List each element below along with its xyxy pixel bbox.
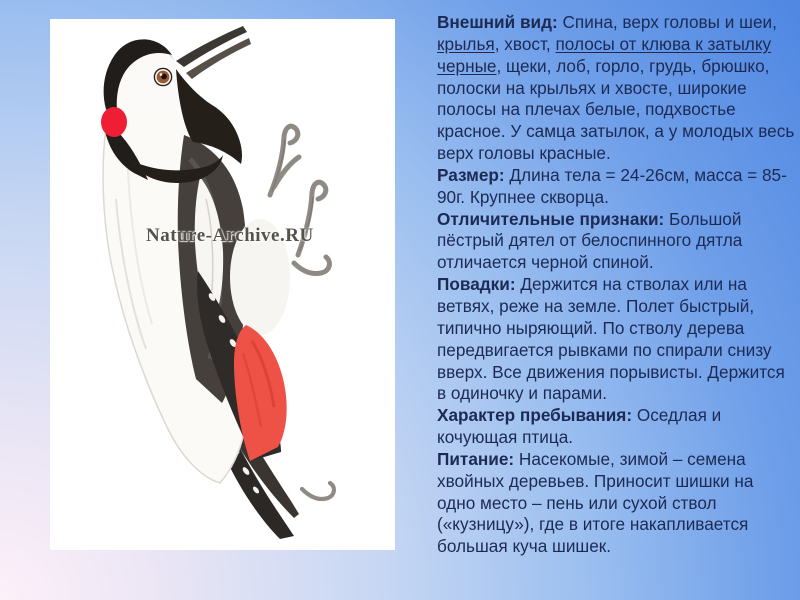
woodpecker-illustration <box>50 19 395 550</box>
section-label: Питание: <box>437 448 515 469</box>
section-label: Отличительные признаки: <box>437 208 665 229</box>
text-section <box>437 209 795 275</box>
bird-image-panel <box>50 19 395 550</box>
text-section <box>437 405 795 449</box>
text-run: , хвост, <box>494 33 556 54</box>
underlined-text-run: крылья <box>437 33 495 54</box>
text-run: Длина тела = 24-26см, масса = 85-90г. Крупнее скворца. <box>437 164 787 207</box>
text-run: , щеки, лоб, горло, грудь, брюшко, полоски на крыльях и хвосте, широкие полосы на плечах белые, подхвостье красное. У самца затылок, а у молодых весь верх головы красные. <box>437 55 795 164</box>
section-label: Внешний вид: <box>437 12 558 32</box>
text-section <box>437 274 795 405</box>
section-label: Характер пребывания: <box>437 405 633 426</box>
text-section <box>437 165 795 209</box>
underlined-text-run: полосы от клюва к затылку черные <box>437 33 772 76</box>
text-run: Насекомые, зимой – семена хвойных деревьев. Приносит шишки на одно место – пень или сухой ствол («кузницу»), где в итоге накапливается большая куча шишек. <box>437 448 754 557</box>
text-section <box>437 449 795 558</box>
bird-eye <box>154 68 171 85</box>
text-run: Держится на стволах или на ветвях, реже на земле. Полет быстрый, типично ныряющий. По стволу дерева передвигается рывками по спирали снизу вверх. Все движения порывисты. Держится в одиночку и парами. <box>437 274 785 404</box>
text-run: Спина, верх головы и шеи, <box>557 12 777 32</box>
description-text-block <box>437 12 795 558</box>
text-run: Оседлая и кочующая птица. <box>437 405 722 448</box>
section-label: Повадки: <box>437 274 516 295</box>
section-label: Размер: <box>437 164 505 185</box>
text-section <box>437 12 795 165</box>
watermark-text: Nature-Archive.RU <box>146 225 314 246</box>
red-nape-patch <box>101 107 127 137</box>
text-run: Большой пёстрый дятел от белоспинного дятла отличается черной спиной. <box>437 208 743 273</box>
